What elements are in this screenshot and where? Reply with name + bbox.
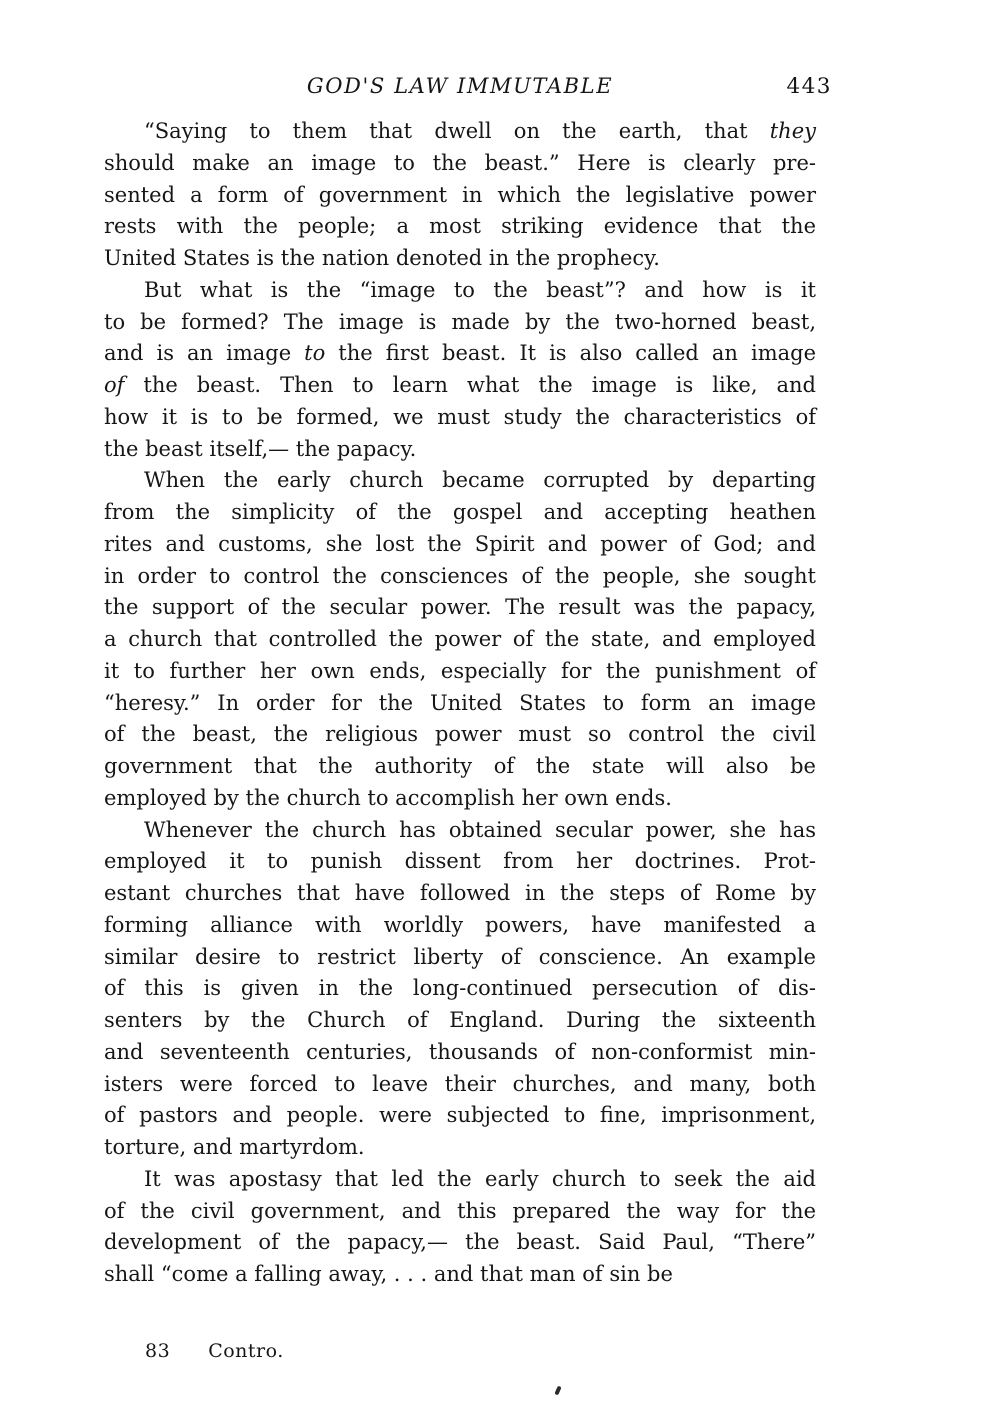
text-line bbox=[104, 497, 816, 529]
text-segment: the first beast. It is also called an image bbox=[325, 341, 817, 366]
text-segment: and seventeenth centuries, thousands of non-conformist min- bbox=[104, 1039, 816, 1064]
text-line bbox=[104, 465, 816, 497]
text-line bbox=[104, 434, 816, 466]
text-segment: sented a form of government in which the legislative power bbox=[104, 182, 816, 207]
scan-speck bbox=[554, 1386, 561, 1396]
text-segment: shall “come a falling away, . . . and that man of sin be bbox=[104, 1262, 673, 1286]
text-segment: how it is to be formed, we must study the characteristics of bbox=[104, 404, 816, 429]
text-line bbox=[104, 846, 816, 878]
text-line bbox=[104, 307, 816, 339]
text-line bbox=[104, 1196, 816, 1228]
text-line bbox=[104, 338, 816, 370]
text-line bbox=[104, 624, 816, 656]
paragraph bbox=[104, 1164, 816, 1291]
text-segment: It was apostasy that led the early church to seek the aid bbox=[144, 1166, 816, 1191]
text-line bbox=[104, 1100, 816, 1132]
text-segment: the beast itself,— the papacy. bbox=[104, 436, 417, 461]
paragraph bbox=[104, 465, 816, 814]
text-line bbox=[104, 1069, 816, 1101]
text-line bbox=[104, 180, 816, 212]
text-line bbox=[104, 910, 816, 942]
text-segment: employed it to punish dissent from her doctrines. Prot- bbox=[104, 849, 816, 874]
text-segment: development of the papacy,— the beast. Said Paul, “There” bbox=[104, 1230, 816, 1255]
text-line bbox=[104, 1037, 816, 1069]
text-segment: estant churches that have followed in the steps of Rome by bbox=[104, 881, 816, 905]
text-segment: forming alliance with worldly powers, have manifested a bbox=[104, 912, 816, 937]
text-segment: of pastors and people. were subjected to fine, imprisonment, bbox=[104, 1103, 816, 1128]
text-segment: the support of the secular power. The result was the papacy, bbox=[104, 595, 816, 620]
paragraph bbox=[104, 275, 816, 466]
text-segment: and is an image bbox=[104, 341, 305, 366]
text-segment: rests with the people; a most striking evidence that the bbox=[104, 214, 816, 239]
text-line bbox=[104, 656, 816, 688]
text-line bbox=[104, 783, 816, 815]
text-line bbox=[104, 370, 816, 402]
text-segment: “heresy.” In order for the United States to form an image bbox=[104, 690, 816, 715]
text-line bbox=[104, 529, 816, 561]
text-line bbox=[104, 275, 816, 307]
text-segment: Whenever the church has obtained secular power, she has bbox=[144, 817, 816, 842]
text-segment: of this is given in the long-continued persecution of dis- bbox=[104, 976, 816, 1001]
text-segment: in order to control the consciences of the people, she sought bbox=[104, 563, 816, 588]
text-segment: rites and customs, she lost the Spirit and power of God; and bbox=[104, 531, 816, 556]
paragraph bbox=[104, 116, 816, 275]
text-line bbox=[104, 688, 816, 720]
text-line bbox=[104, 561, 816, 593]
text-segment: United States is the nation denoted in the prophecy. bbox=[104, 246, 660, 270]
text-line bbox=[104, 942, 816, 974]
text-line bbox=[104, 211, 816, 243]
text-segment: employed by the church to accomplish her own ends. bbox=[104, 785, 672, 810]
text-line bbox=[104, 148, 816, 180]
text-segment: senters by the Church of England. During the sixteenth bbox=[104, 1008, 816, 1032]
italic-text: to bbox=[304, 341, 326, 366]
text-line bbox=[104, 592, 816, 624]
text-segment: should make an image to the beast.” Here is clearly pre- bbox=[104, 150, 816, 175]
text-segment: isters were forced to leave their churches, and many, both bbox=[104, 1071, 816, 1096]
text-line bbox=[104, 243, 816, 275]
running-head: GOD'S LAW IMMUTABLE bbox=[306, 74, 614, 98]
italic-text: they bbox=[769, 119, 816, 143]
text-line bbox=[104, 1164, 816, 1196]
text-segment: the beast. Then to learn what the image is like, and bbox=[124, 373, 816, 397]
text-line bbox=[104, 116, 816, 148]
text-line bbox=[104, 751, 816, 783]
text-line bbox=[104, 1259, 816, 1291]
text-line bbox=[104, 1227, 816, 1259]
text-segment: “Saying to them that dwell on the earth, that bbox=[144, 119, 770, 143]
text-line bbox=[104, 973, 816, 1005]
text-line bbox=[104, 1005, 816, 1037]
text-segment: But what is the “image to the beast”? and how is it bbox=[144, 277, 816, 302]
text-segment: a church that controlled the power of the state, and employed bbox=[104, 627, 816, 651]
signature-number: 83 bbox=[145, 1340, 171, 1362]
text-segment: When the early church became corrupted by departing bbox=[144, 468, 816, 493]
page-footer bbox=[145, 1340, 284, 1362]
text-segment: to be formed? The image is made by the two-horned beast, bbox=[104, 309, 816, 334]
italic-text: of bbox=[104, 373, 125, 397]
text-segment: of the beast, the religious power must so control the civil bbox=[104, 722, 816, 747]
text-segment: torture, and martyrdom. bbox=[104, 1135, 365, 1159]
text-line bbox=[104, 1132, 816, 1164]
text-segment: from the simplicity of the gospel and accepting heathen bbox=[104, 500, 816, 524]
text-segment: similar desire to restrict liberty of conscience. An example bbox=[104, 944, 816, 969]
text-segment: government that the authority of the state will also be bbox=[104, 754, 816, 778]
signature-label: Contro. bbox=[208, 1340, 284, 1362]
text-line bbox=[104, 402, 816, 434]
paragraph bbox=[104, 815, 816, 1164]
page-body bbox=[104, 116, 816, 1291]
text-segment: of the civil government, and this prepared the way for the bbox=[104, 1198, 816, 1223]
text-line bbox=[104, 878, 816, 910]
text-line bbox=[104, 719, 816, 751]
page-header bbox=[104, 74, 832, 102]
page-number: 443 bbox=[786, 74, 832, 99]
text-line bbox=[104, 815, 816, 847]
text-segment: it to further her own ends, especially for the punishment of bbox=[104, 658, 816, 683]
